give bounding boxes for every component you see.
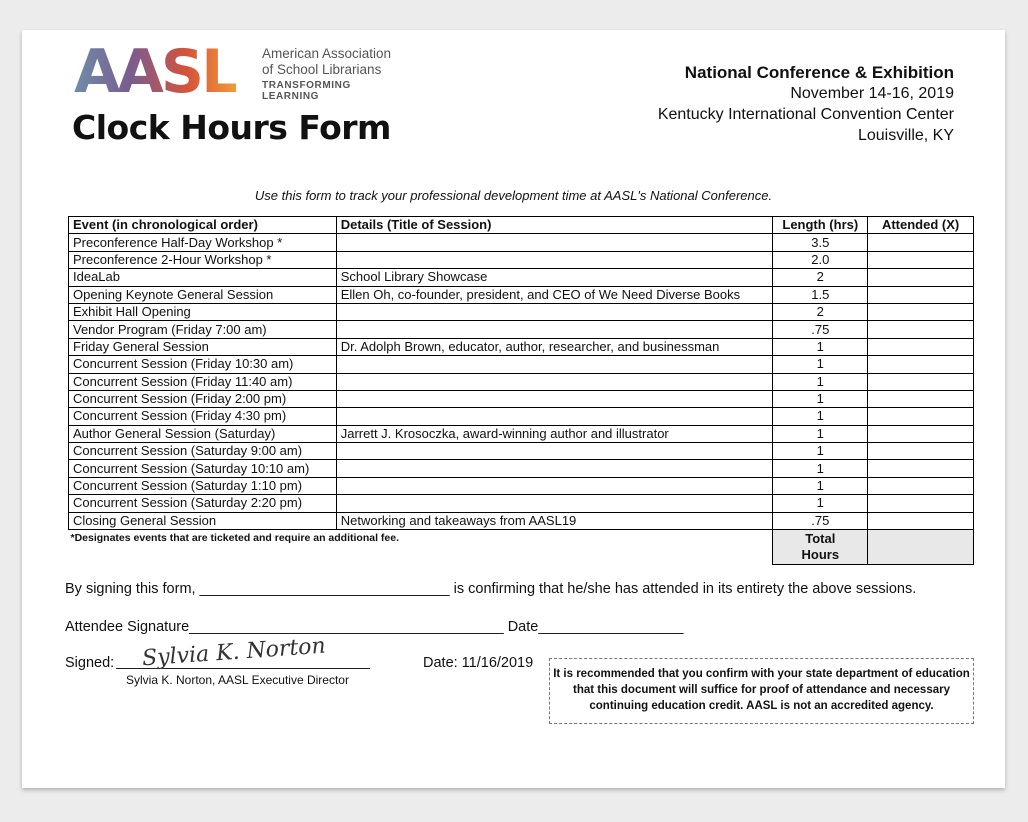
event-cell: Concurrent Session (Friday 4:30 pm) <box>69 408 337 425</box>
logo-org-name <box>262 46 391 78</box>
event-cell: Vendor Program (Friday 7:00 am) <box>69 321 337 338</box>
details-cell <box>336 321 773 338</box>
confirmation-line <box>65 581 916 597</box>
table-row <box>69 390 974 407</box>
attended-cell[interactable] <box>868 373 974 390</box>
attended-cell[interactable] <box>868 286 974 303</box>
attendee-date-label: Date <box>507 619 539 635</box>
conference-city: Louisville, KY <box>857 127 954 144</box>
logo-org-line2: of School Librarians <box>262 62 382 77</box>
attendee-signature-label: Attendee Signature <box>65 619 190 635</box>
length-cell: 3.5 <box>773 234 868 251</box>
attended-cell[interactable] <box>868 269 974 286</box>
page-title: Clock Hours Form <box>72 108 391 147</box>
intro-text: Use this form to track your professional development time at AASL's National Conference. <box>254 188 773 203</box>
form-page <box>22 30 1005 788</box>
attended-cell[interactable] <box>868 356 974 373</box>
signed-date: Date: 11/16/2019 <box>423 655 534 671</box>
header-attended: Attended (X) <box>868 217 974 234</box>
table-row <box>69 408 974 425</box>
event-cell: Concurrent Session (Friday 10:30 am) <box>69 356 337 373</box>
event-cell: Preconference 2-Hour Workshop * <box>69 251 337 268</box>
table-row <box>69 338 974 355</box>
event-cell: Concurrent Session (Saturday 2:20 pm) <box>69 495 337 512</box>
length-cell: 1 <box>773 477 868 494</box>
total-label-line2: Hours <box>801 547 840 563</box>
conference-info <box>658 62 954 146</box>
length-cell: 1 <box>773 338 868 355</box>
attended-cell[interactable] <box>868 234 974 251</box>
header-event: Event (in chronological order) <box>69 217 337 234</box>
details-cell <box>336 303 773 320</box>
details-cell <box>336 460 773 477</box>
length-cell: 1 <box>773 460 868 477</box>
event-cell: Concurrent Session (Saturday 10:10 am) <box>69 460 337 477</box>
attendee-signature-blank[interactable]: _______________________________________ <box>189 619 504 635</box>
event-cell: Exhibit Hall Opening <box>69 303 337 320</box>
event-cell: Concurrent Session (Friday 11:40 am) <box>69 373 337 390</box>
event-cell: Preconference Half-Day Workshop * <box>69 234 337 251</box>
total-row <box>69 530 974 565</box>
conference-dates: November 14-16, 2019 <box>790 85 954 102</box>
table-row <box>69 477 974 494</box>
table-row <box>69 443 974 460</box>
event-cell: IdeaLab <box>69 269 337 286</box>
signer-name: Sylvia K. Norton, AASL Executive Director <box>126 673 349 687</box>
details-cell <box>336 251 773 268</box>
details-cell <box>336 356 773 373</box>
confirm-suffix: is confirming that he/she has attended in its entirety the above sessions. <box>453 581 917 597</box>
conference-name: National Conference & Exhibition <box>684 63 954 82</box>
total-hours-label <box>773 530 868 565</box>
length-cell: 1 <box>773 373 868 390</box>
length-cell: 1.5 <box>773 286 868 303</box>
attended-cell[interactable] <box>868 425 974 442</box>
logo-tagline: TRANSFORMING LEARNING <box>262 80 351 102</box>
event-cell: Concurrent Session (Saturday 1:10 pm) <box>69 477 337 494</box>
table-row <box>69 286 974 303</box>
attended-cell[interactable] <box>868 390 974 407</box>
event-cell: Author General Session (Saturday) <box>69 425 337 442</box>
header-length: Length (hrs) <box>773 217 868 234</box>
total-label-line1: Total <box>805 531 836 547</box>
attended-cell[interactable] <box>868 321 974 338</box>
length-cell: 1 <box>773 356 868 373</box>
attended-cell[interactable] <box>868 251 974 268</box>
attended-cell[interactable] <box>868 408 974 425</box>
confirm-name-blank[interactable]: _______________________________ <box>199 581 450 597</box>
table-row <box>69 269 974 286</box>
attended-cell[interactable] <box>868 303 974 320</box>
attended-cell[interactable] <box>868 512 974 529</box>
length-cell: 1 <box>773 408 868 425</box>
details-cell <box>336 373 773 390</box>
length-cell: 2 <box>773 303 868 320</box>
table-row <box>69 303 974 320</box>
footnote: *Designates events that are ticketed and require an additional fee. <box>70 532 400 545</box>
attendee-signature-line <box>65 619 684 635</box>
attended-cell[interactable] <box>868 495 974 512</box>
details-cell <box>336 408 773 425</box>
details-cell: School Library Showcase <box>336 269 773 286</box>
event-cell: Closing General Session <box>69 512 337 529</box>
table-row <box>69 356 974 373</box>
table-header-row <box>69 217 974 234</box>
aasl-logo <box>74 37 404 108</box>
attended-cell[interactable] <box>868 460 974 477</box>
details-cell: Networking and takeaways from AASL19 <box>336 512 773 529</box>
signed-label: Signed: <box>65 655 115 671</box>
handwritten-signature: Sylvia K. Norton <box>141 633 327 672</box>
details-cell <box>336 495 773 512</box>
event-cell: Friday General Session <box>69 338 337 355</box>
length-cell: .75 <box>773 512 868 529</box>
event-cell: Concurrent Session (Friday 2:00 pm) <box>69 390 337 407</box>
logo-org-line1: American Association <box>262 46 392 61</box>
event-cell: Opening Keynote General Session <box>69 286 337 303</box>
table-row <box>69 512 974 529</box>
length-cell: 1 <box>773 390 868 407</box>
length-cell: 2.0 <box>773 251 868 268</box>
total-hours-value[interactable] <box>868 530 974 565</box>
table-row <box>69 495 974 512</box>
conference-venue: Kentucky International Convention Center <box>657 106 954 123</box>
attendee-date-blank[interactable]: __________________ <box>538 619 684 635</box>
length-cell: 1 <box>773 495 868 512</box>
length-cell: .75 <box>773 321 868 338</box>
header-details: Details (Title of Session) <box>336 217 773 234</box>
table-row <box>69 425 974 442</box>
table-row <box>69 460 974 477</box>
length-cell: 2 <box>773 269 868 286</box>
details-cell: Jarrett J. Krosoczka, award-winning author and illustrator <box>336 425 773 442</box>
details-cell <box>336 443 773 460</box>
attended-cell[interactable] <box>868 477 974 494</box>
table-row <box>69 321 974 338</box>
table-row <box>69 234 974 251</box>
length-cell: 1 <box>773 443 868 460</box>
table-row <box>69 373 974 390</box>
details-cell <box>336 477 773 494</box>
details-cell <box>336 390 773 407</box>
attended-cell[interactable] <box>868 443 974 460</box>
confirm-prefix: By signing this form, <box>65 581 196 597</box>
table-row <box>69 251 974 268</box>
length-cell: 1 <box>773 425 868 442</box>
clock-hours-table <box>68 216 974 565</box>
logo-mark: AASL <box>74 37 237 107</box>
details-cell: Ellen Oh, co-founder, president, and CEO of We Need Diverse Books <box>336 286 773 303</box>
event-cell: Concurrent Session (Saturday 9:00 am) <box>69 443 337 460</box>
details-cell: Dr. Adolph Brown, educator, author, researcher, and businessman <box>336 338 773 355</box>
accreditation-notice: It is recommended that you confirm with your state department of education that this document will suffice for proof of attendance and necessary continuing education credit. AASL is not an accredited agency. <box>549 658 974 724</box>
attended-cell[interactable] <box>868 338 974 355</box>
details-cell <box>336 234 773 251</box>
